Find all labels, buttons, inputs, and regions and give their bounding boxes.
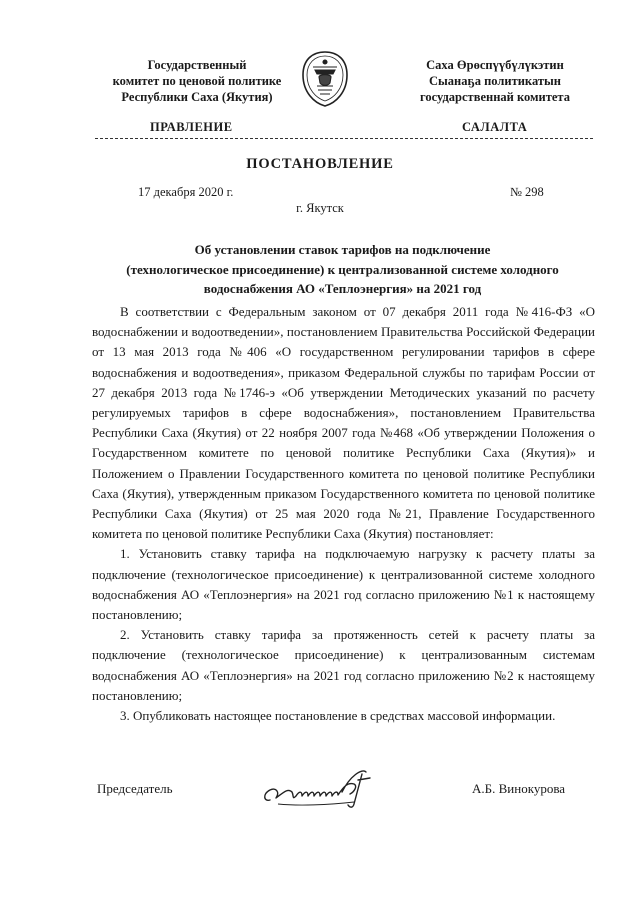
document-body: [92, 302, 595, 726]
subject-line: Об установлении ставок тарифов на подключение: [194, 242, 491, 257]
header-left-org: [92, 57, 302, 105]
signatory-role: Председатель: [97, 781, 173, 796]
document-title: ПОСТАНОВЛЕНИЕ: [246, 156, 394, 172]
handwritten-signature: [258, 762, 388, 812]
header-left-line: комитет по ценовой политике: [112, 74, 282, 88]
body-paragraph: 3. Опубликовать настоящее постановление в средствах массовой информации.: [120, 708, 556, 724]
document-subject: [90, 240, 595, 299]
document-city: г. Якутск: [296, 201, 344, 215]
header-divider: [95, 138, 593, 139]
subject-line: водоснабжения АО «Теплоэнергия» на 2021 год: [203, 281, 482, 296]
coat-of-arms-icon: [300, 50, 350, 108]
signatory-name: А.Б. Винокурова: [472, 781, 566, 796]
body-paragraph: В соответствии с Федеральным законом от 07 декабря 2011 года №416-ФЗ «О водоснабжении и водоотведении», постановлением Правительства Российской Федерации от 13 мая 2013 года №406 «О государственном регулировании тарифов в сфере водоснабжения и водоотведения», приказом Федеральной службы по тарифам России от 27 декабря 2013 года №1746-э «Об утверждении Методических указаний по расчету регулируемых тарифов в сфере водоснабжения», постановлением Правительства Республики Саха (Якутия) от 22 ноября 2007 года №468 «Об утверждении Положения о Государственном комитете по ценовой политике Республики Саха (Якутия)» и Положением о Правлении Государственного комитета по ценовой политике Республики Саха (Якутия), утвержденным приказом Государственного комитета по ценовой политике Республики Саха (Якутия) от 25 мая 2020 года №21, Правление Государственного комитета по ценовой политике Республики Саха (Якутия) постановляет:: [92, 304, 595, 542]
header-left-line: Республики Саха (Якутия): [121, 90, 273, 104]
header-right-line: государственнай комитета: [420, 90, 570, 104]
header-right-line: Сыанаҕа политикатын: [429, 74, 561, 88]
header-left-line: Государственный: [147, 58, 247, 72]
dept-label-left: ПРАВЛЕНИЕ: [150, 120, 233, 134]
subject-line: (технологическое присоединение) к централизованной системе холодного: [126, 261, 559, 277]
body-paragraph: 2. Установить ставку тарифа за протяженность сетей к расчету платы за подключение (технологическое присоединение) к централизованным системам водоснабжения АО «Теплоэнергия» на 2021 год согласно приложению №2 к настоящему постановлению;: [92, 627, 595, 703]
body-paragraph: 1. Установить ставку тарифа на подключаемую нагрузку к расчету платы за подключение (технологическое присоединение) к централизованной системе холодного водоснабжения АО «Теплоэнергия» на 2021 год согласно приложению №1 к настоящему постановлению;: [92, 546, 595, 623]
document-date: 17 декабря 2020 г.: [138, 185, 234, 199]
document-number: № 298: [510, 185, 544, 199]
header-right-line: Саха Өрөспүүбүлүкэтин: [426, 58, 564, 72]
dept-label-right: САЛАЛТА: [462, 120, 528, 134]
header-right-org: [395, 57, 595, 105]
